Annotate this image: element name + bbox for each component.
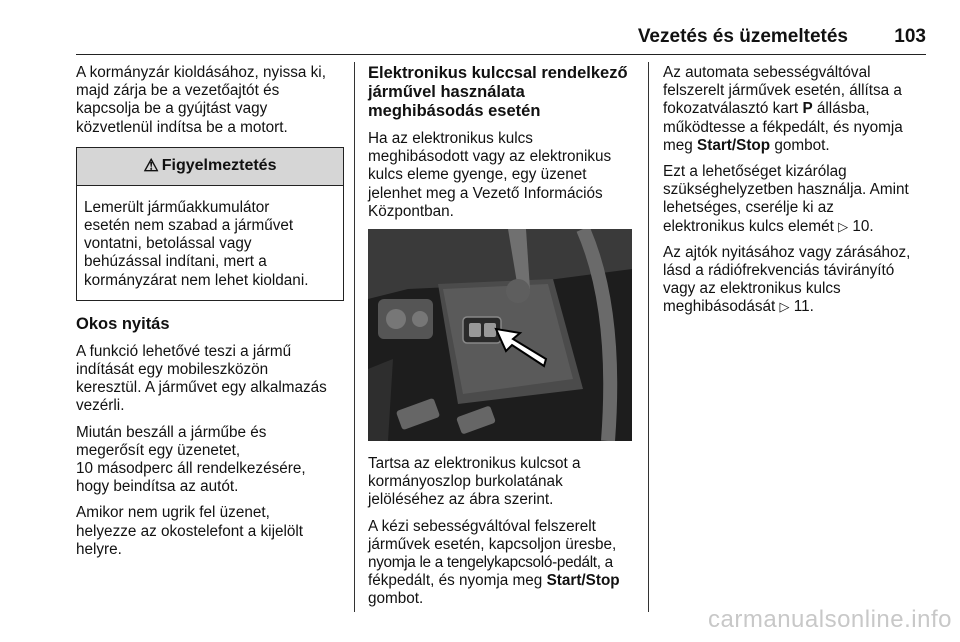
paragraph: Tartsa az elektronikus kulcsot a kormányoszlop burkolatának jelöléséhez az ábra szerint. (368, 455, 581, 509)
page-reference-arrow-icon[interactable]: ▷ (838, 218, 849, 234)
section-heading-okos-nyitas: Okos nyitás (76, 314, 170, 333)
gear-p-label: P (802, 100, 813, 118)
warning-box (76, 147, 344, 301)
paragraph: Az automata sebességváltóval felszerelt járművek esetén, állítsa a fokozatválasztó kart P állásba, működtesse a fékpedált, és nyomja meg Start/Stop gombot. (663, 64, 903, 154)
warning-text: Lemerült járműakkumulátor esetén nem szabad a járművet vontatni, betolással vagy behúzással indítani, mert a kormányzárat nem lehet kioldani. (84, 198, 309, 289)
steering-column-key-illustration (368, 229, 632, 441)
page-title: Vezetés és üzemeltetés (637, 26, 848, 47)
page-reference[interactable]: 11. (789, 298, 814, 316)
section-heading-electronic-key: Elektronikus kulccsal rendelkező járművel használata meghibásodás esetén (368, 64, 628, 120)
start-stop-label: Start/Stop (697, 136, 771, 154)
paragraph: Ha az elektronikus kulcs meghibásodott vagy az elektronikus kulcs eleme gyenge, egy üzenet jelenhet meg a Vezető Információs Központban. (368, 130, 612, 220)
column-middle (368, 64, 636, 617)
intro-paragraph: A kormányzár kioldásához, nyissa ki, majd zárja be a vezetőajtót és kapcsolja be a gyújtást vagy közvetlenül indítsa be a motort. (76, 64, 326, 136)
paragraph: Az ajtók nyitásához vagy zárásához, lásd a rádiófrekvenciás távirányító vagy az elektronikus kulcs meghibásodását ▷ 11. (663, 243, 911, 316)
page-reference[interactable]: 10. (848, 217, 874, 235)
paragraph: Ezt a lehetőséget kizárólag szükséghelyzetben használja. Amint lehetséges, cserélje ki az elektronikus kulcs elemét ▷ 10. (663, 163, 909, 235)
page-header (76, 22, 926, 55)
paragraph: A funkció lehetővé teszi a jármű indítását egy mobileszközön keresztül. A járművet egy alkalmazás vezérli. (76, 342, 327, 415)
column-divider (648, 62, 649, 612)
page-reference-arrow-icon[interactable]: ▷ (779, 299, 790, 315)
paragraph: Miután beszáll a járműbe és megerősít egy üzenetet, 10 másodperc áll rendelkezésére, hogy beindítsa az autót. (76, 423, 306, 496)
warning-triangle-icon: ⚠ (143, 156, 159, 176)
page-number: 103 (894, 26, 926, 47)
paragraph: Amikor nem ugrik fel üzenet, helyezze az okostelefont a kijelölt helyre. (76, 504, 304, 558)
start-stop-label: Start/Stop (546, 572, 620, 590)
warning-title: Figyelmeztetés (161, 157, 277, 175)
column-left (76, 64, 344, 567)
column-divider (354, 62, 355, 612)
paragraph: A kézi sebességváltóval felszerelt járművek esetén, kapcsoljon üresbe, nyomja le a tengelykapcsoló-pedált, a fékpedált, és nyomja meg Start/Stop gombot. (368, 517, 620, 608)
watermark: carmanualsonline.info (708, 606, 952, 633)
column-right (663, 64, 931, 325)
warning-header (77, 148, 343, 186)
